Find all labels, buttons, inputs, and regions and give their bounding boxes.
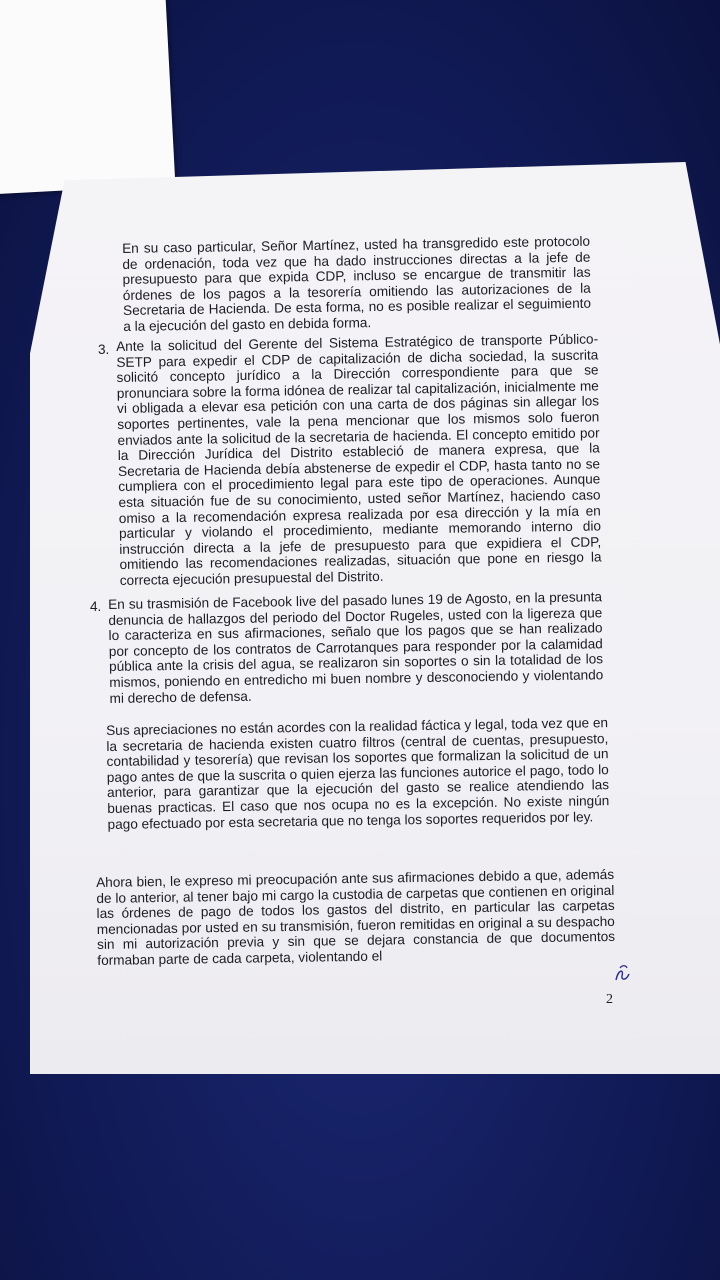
intro-paragraph: En su caso particular, Señor Martínez, usted ha transgredido este protocolo de ordenación, toda vez que ha dado instrucciones directas a la jefe de presupuesto para que expida CDP, incluso se encargue de transmitir las órdenes de los pagos a la tesorería omitiendo las autorizaciones de la Secretaria de Hacienda. De esta forma, no es posible realizar el seguimiento a la ejecución del gasto en debida forma. (122, 233, 592, 334)
final-paragraph: Ahora bien, le expreso mi preocupación ante sus afirmaciones debido a que, además de lo anterior, al tener bajo mi cargo la custodia de carpetas que contienen en original las órdenes de pago de todos los gastos del distrito, en particular las carpetas mencionadas por usted en su transmisión, fueron remitidas en original a su despacho sin mi autorización previa y sin que se dejara constancia de que documentos formaban parte de cada carpeta, violentando el (96, 866, 616, 968)
page-number: 2 (606, 992, 613, 1007)
paragraph-after-item-4: Sus apreciaciones no están acordes con la realidad fáctica y legal, toda vez que en la secretaria de hacienda existen cuatro filtros (central de cuentas, presupuesto, contabilidad y tesorería) que revisan los soportes que formalizan la solicitud de un pago antes de que la suscrita o quien ejerza las funciones autorice el pago, todo lo anterior, para garantizar que la ejecución del gasto se realice atendiendo las buenas practicas. El caso que nos ocupa no es la excepción. No existe ningún pago efectuado por esta secretaria que no tenga los soportes requeridos por ley. (106, 715, 610, 832)
item-3-text: Ante la solicitud del Gerente del Sistema Estratégico de transporte Público-SETP para expedir el CDP de capitalización de dicha sociedad, la suscrita solicitó concepto jurídico a la Dirección correspondiente para que se pronunciara sobre la forma idónea de realizar tal capitalización, inicialmente me vi obligada a elevar esa petición con una carta de dos páginas sin allegar los soportes pertinentes, vale la pena mencionar que los mismos solo fueron enviados ante la solicitud de la secretaria de hacienda. El concepto emitido por la Dirección Jurídica del Distrito estableció de manera expresa, que la Secretaria de Hacienda debía abstenerse de expedir el CDP, hasta tanto no se cumpliera con el procedimiento legal para este tipo de operaciones. Aunque esta situación fue de su conocimiento, usted señor Martínez, haciendo caso omiso a la recomendación expresa realizada por esa dirección y la mía en particular y violando el procedimiento, mediante memorando interno dio instrucción directa a la jefe de presupuesto para que expidiera el CDP, omitiendo las recomendaciones realizadas, situación que pone en riesgo la correcta ejecución presupuestal del Distrito. (116, 331, 602, 588)
item-3-number: 3. (98, 342, 110, 357)
handwritten-initials-icon (612, 962, 634, 986)
item-4-number: 4. (90, 599, 102, 614)
item-4-text: En su trasmisión de Facebook live del pasado lunes 19 de Agosto, en la presunta denuncia de hallazgos del periodo del Doctor Rugeles, usted con la ligereza que lo caracteriza en sus afirmaciones, señalo que los pagos que se han realizado por concepto de los contratos de Carrotanques para responder por la calamidad pública ante la crisis del agua, se realizaron sin soportes o sin la totalidad de los mismos, poniendo en entredicho mi buen nombre y desconociendo y violentando mi derecho de defensa. (108, 589, 604, 706)
background-paper-sheet (0, 0, 175, 195)
